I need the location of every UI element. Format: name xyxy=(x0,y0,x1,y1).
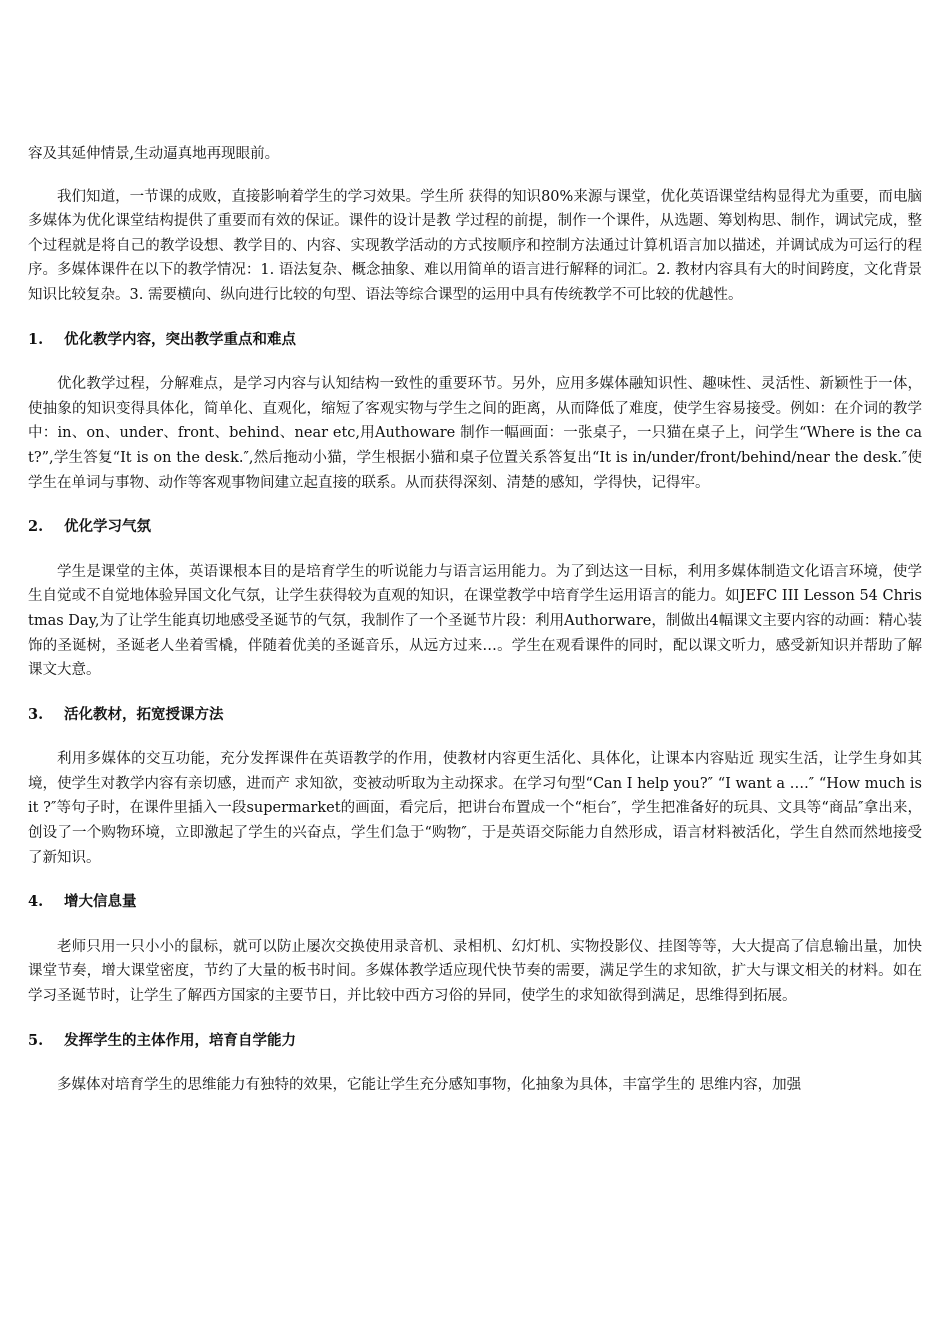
section-title: 优化学习气氛 xyxy=(64,518,151,536)
section-body-1: 优化教学过程，分解难点，是学习内容与认知结构一致性的重要环节。另外，应用多媒体融知识性、趣味性、灵活性、新颖性于一体，使抽象的知识变得具体化，简单化、直观化，缩短了客观实物与学生之间的距离，从而降低了难度，使学生容易接受。例如：在介词的教学中：in、on、under、front、behind、near etc,用Authoware 制作一幅画面：一张桌子，一只猫在桌子上，问学生“Where is the cat?”,学生答复“It is on the desk.″,然后拖动小猫，学生根据小猫和桌子位置关系答复出“It is in/under/front/behind/near the desk.″使学生在单词与事物、动作等客观事物间建立起直接的联系。从而获得深刻、清楚的感知，学得快，记得牢。 xyxy=(28,376,922,491)
section-number: 4. xyxy=(28,893,44,911)
section-title: 活化教材，拓宽授课方法 xyxy=(64,705,224,723)
section-heading-4 xyxy=(28,890,922,915)
section-heading-2 xyxy=(28,515,922,540)
section-heading-5 xyxy=(28,1029,922,1054)
section-title: 优化教学内容，突出教学重点和难点 xyxy=(64,330,296,348)
section-number: 2. xyxy=(28,518,44,536)
section-number: 5. xyxy=(28,1031,44,1049)
section-number: 1. xyxy=(28,330,44,348)
section-title: 增大信息量 xyxy=(64,893,137,911)
intro-continuation: 容及其延伸情景,生动逼真地再现眼前。 xyxy=(28,146,280,162)
section-title: 发挥学生的主体作用，培育自学能力 xyxy=(64,1031,296,1049)
section-number: 3. xyxy=(28,705,44,723)
document-page xyxy=(28,142,922,1098)
section-heading-3 xyxy=(28,703,922,728)
section-body-3: 利用多媒体的交互功能，充分发挥课件在英语教学的作用，使教材内容更生活化、具体化，让课本内容贴近 现实生活，让学生身如其境，使学生对教学内容有亲切感，进而产 求知欲，变被动听取为主动探求。在学习句型“Can I help you?″ “I want a ….″ “How much is it ?″等句子时，在课件里插入一段supermarket的画面，看完后，把讲台布置成一个“柜台″，学生把准备好的玩具、文具等“商品″拿出来，创设了一个购物环境，立即激起了学生的兴奋点，学生们急于“购物″，于是英语交际能力自然形成，语言材料被活化，学生自然而然地接受了新知识。 xyxy=(28,751,922,866)
section-body-5: 多媒体对培育学生的思维能力有独特的效果，它能让学生充分感知事物，化抽象为具体，丰富学生的 思维内容，加强 xyxy=(57,1077,802,1094)
section-body-2: 学生是课堂的主体，英语课根本目的是培育学生的听说能力与语言运用能力。为了到达这一目标，利用多媒体制造文化语言环境，使学生自觉或不自觉地体验异国文化气氛，让学生获得较为直观的知识，在课堂教学中培育学生运用语言的能力。如JEFC III Lesson 54 Christmas Day,为了让学生能真切地感受圣诞节的气氛，我制作了一个圣诞节片段：利用Authorware，制做出4幅课文主要内容的动画：精心装饰的圣诞树，圣诞老人坐着雪橇，伴随着优美的圣诞音乐，从远方过来…。学生在观看课件的同时，配以课文听力，感受新知识并帮助了解课文大意。 xyxy=(28,563,922,679)
section-body-4: 老师只用一只小小的鼠标，就可以防止屡次交换使用录音机、录相机、幻灯机、实物投影仪、挂图等等，大大提高了信息输出量，加快课堂节奏，增大课堂密度，节约了大量的板书时间。多媒体教学适应现代快节奏的需要，满足学生的求知欲，扩大与课文相关的材料。如在学习圣诞节时，让学生了解西方国家的主要节日，并比较中西方习俗的异同，使学生的求知欲得到满足，思维得到拓展。 xyxy=(28,938,922,1005)
intro-paragraph: 我们知道，一节课的成败，直接影响着学生的学习效果。学生所 获得的知识80%来源与课堂，优化英语课堂结构显得尤为重要，而电脑多媒体为优化课堂结构提供了重要而有效的保证。课件的设计是教 学过程的前提，制作一个课件，从选题、筹划构思、制作，调试完成，整个过程就是将自己的教学设想、教学目的、内容、实现教学活动的方式按顺序和控制方法通过计算机语言加以描述，并调试成为可运行的程序。多媒体课件在以下的教学情况：1. 语法复杂、概念抽象、难以用简单的语言进行解释的词汇。2. 教材内容具有大的时间跨度，文化背景知识比较复杂。3. 需要横向、纵向进行比较的句型、语法等综合课型的运用中具有传统教学不可比较的优越性。 xyxy=(28,188,922,303)
section-heading-1 xyxy=(28,328,922,353)
